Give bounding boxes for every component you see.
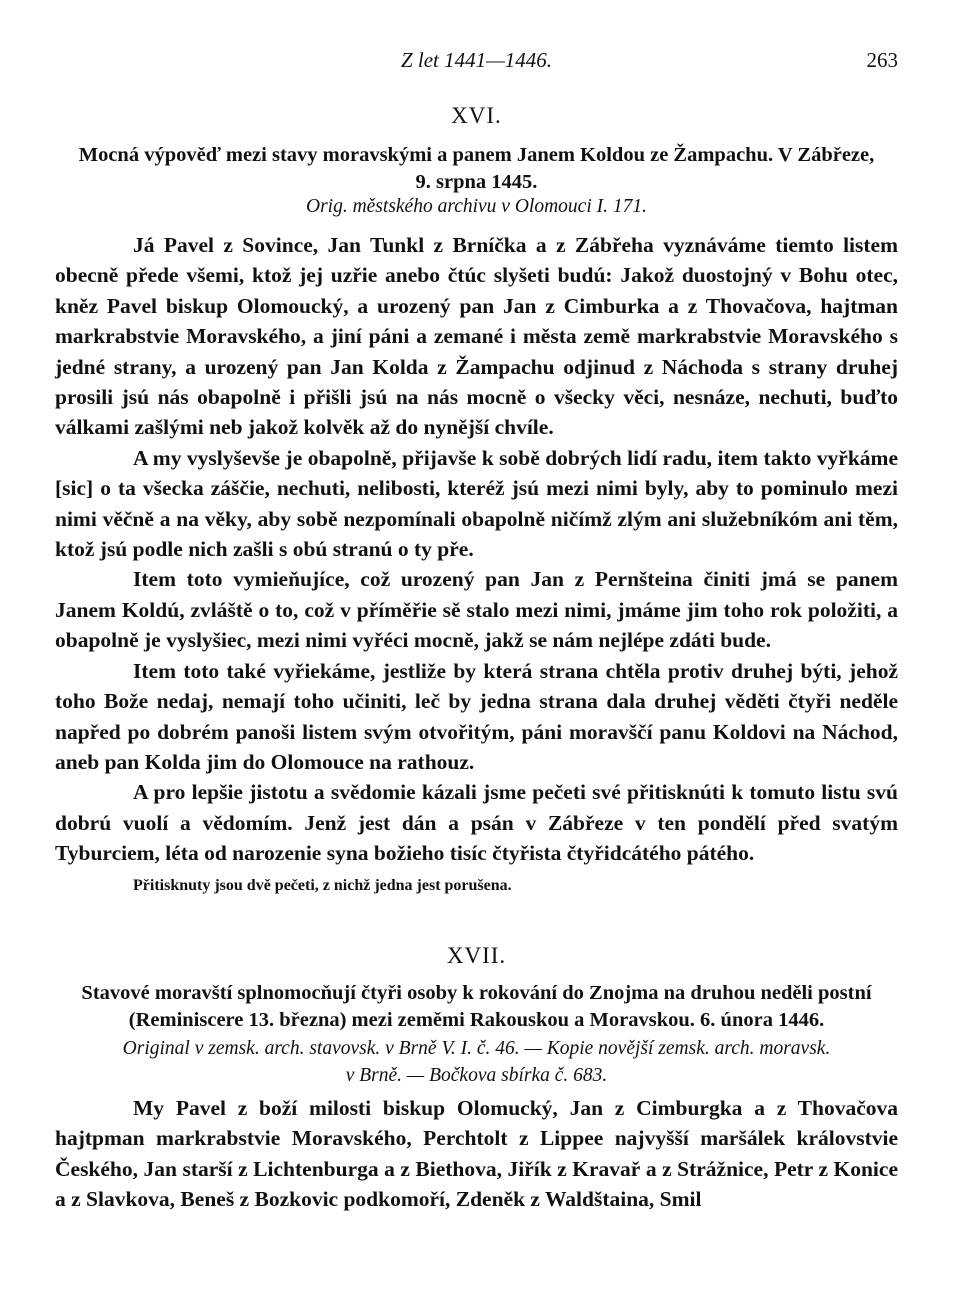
document-text-xvii [55,1093,898,1215]
heading-line: Mocná výpověď mezi stavy moravskými a panem Janem Koldou ze Žampachu. V Zábřeze, [78,144,875,166]
heading-line: 9. srpna 1445. [415,171,538,193]
document-heading-xvii [55,980,898,1034]
heading-line: (Reminiscere 13. března) mezi zeměmi Rakouskou a Moravskou. 6. února 1446. [128,1009,825,1031]
document-text-xvi [55,230,898,869]
paragraph: Item toto také vyřiekáme, jestliže by která strana chtěla protiv druhej býti, jehož toho Bože nedaj, nemají toho učiniti, leč by jedna strana dala druhej věděti čtyři neděle napřed po dobrém panoši listem svým otvořitým, páni moravščí panu Koldovi na Náchod, aneb pan Kolda jim do Olomouce na rathouz. [55,658,898,774]
page-number: 263 [866,48,898,72]
document-number-xvi: XVI. [451,103,502,128]
running-header [55,48,898,76]
paragraph: My Pavel z boží milosti biskup Olomucký, Jan z Cimburgka a z Thovačova hajtpman markrabstvie Moravského, Perchtolt z Lippee najvyšší maršálek královstvie Českého, Jan starší z Lichtenburga a z Biethova, Jiřík z Kravař a z Strážnice, Petr z Konice a z Slavkova, Beneš z Bozkovic podkomoří, Zdeněk z Waldštaina, Smil [55,1096,898,1212]
source-line: Original v zemsk. arch. stavovsk. v Brně V. I. č. 46. — Kopie novější zemsk. arch. moravsk. [122,1038,831,1059]
seal-note: Přitisknuty jsou dvě pečeti, z nichž jedna jest porušena. [133,877,512,894]
source-line: v Brně. — Bočkova sbírka č. 683. [345,1065,608,1086]
document-number-xvii: XVII. [446,943,507,968]
running-title: Z let 1441—1446. [400,48,553,72]
paragraph: A my vyslyševše je obapolně, přijavše k sobě dobrých lidí radu, item takto vyřkáme [sic] o ta všecka záščie, nechuti, nelibosti, kteréž jsú mezi nimi byly, aby to pominulo mezi nimi věčně a na věky, aby sobě nezpomínali obapolně ničímž zlým ani služebníkóm ani těm, ktož jsú podle nich zašli s obú stranú o ty pře. [55,445,898,562]
paragraph: Item toto vymieňujíce, což urozený pan Jan z Pernšteina činiti jmá se panem Janem Koldú, zvláště o to, což v příměřie sě stalo mezi nimi, jmáme jim toho rok položiti, a obapolně je vyslyšiec, mezi nimi vyřéci mocně, jakž se nám nejlépe zdáti bude. [55,567,898,653]
heading-line: Stavové moravští splnomocňují čtyři osoby k rokování do Znojma na druhou neděli postní [81,982,872,1004]
paragraph: Já Pavel z Sovince, Jan Tunkl z Brníčka a z Zábřeha vyznáváme tiemto listem obecně přede všemi, ktož jej uzřie anebo čtúc slyšeti budú: Jakož duostojný v Bohu otec, kněz Pavel biskup Olomoucký, a urozený pan Jan z Cimburka a z Thovačova, hajtman markrabstvie Moravského, a jiní páni a zemané i města země markrabstvie Moravského s jedné strany, a urozený pan Jan Kolda z Žampachu odjinud z Náchoda s strany druhej prosili jsú nás obapolně i přišli jsú na nás mocně o všecky věci, nesnáze, nechuti, buďto válkami zašlými neb jakož kolvěk až do nynější chvíle. [55,233,898,440]
source-note-xvii [55,1035,898,1089]
paragraph: A pro lepšie jistotu a svědomie kázali jsme pečeti své přitisknúti k tomuto listu svú dobrú vuolí a vědomím. Jenž jest dán a psán v Zábřeze v ten pondělí před svatým Tyburciem, léta od narozenie syna božieho tisíc čtyřista čtyřidcátého pátého. [55,780,898,866]
document-heading-xvi [55,142,898,196]
source-note-xvi: Orig. městského archivu v Olomouci I. 171. [305,196,647,217]
